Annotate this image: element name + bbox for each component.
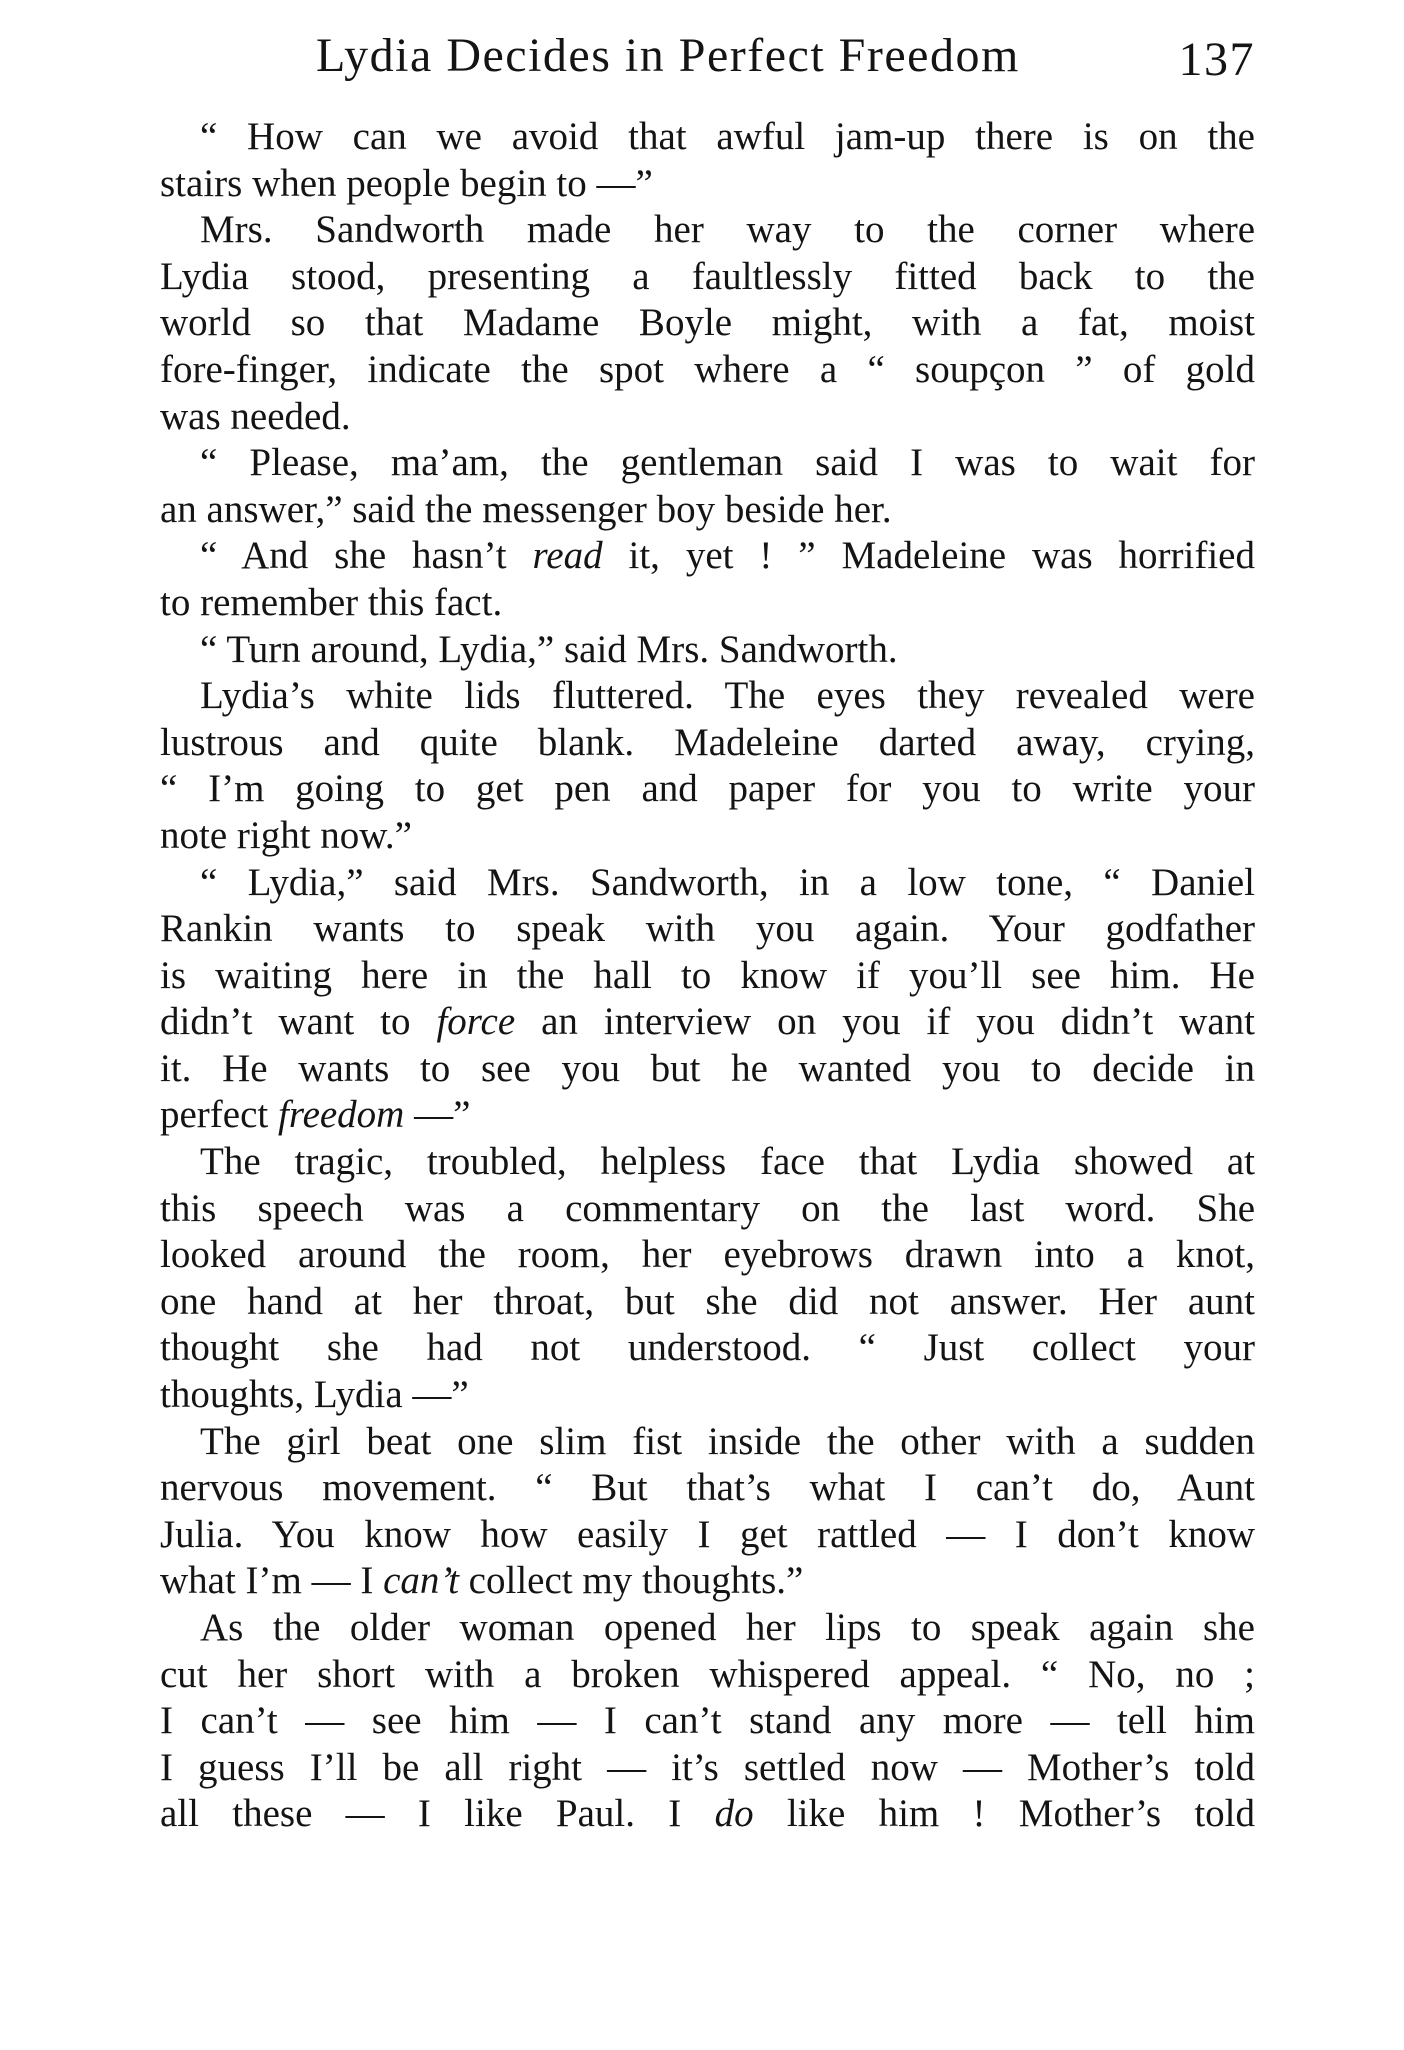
text-line: thoughts, Lydia —” [160,1373,469,1417]
text-line: As the older woman opened her lips to speak again she [200,1606,1255,1649]
text-segment: like him ! Mother’s told [753,1792,1255,1836]
text-segment: what I’m — I [160,1559,384,1603]
text-line: note right now.” [160,813,412,857]
text-line: I can’t — see him — I can’t stand any more — tell him [160,1699,1255,1743]
text-line: Mrs. Sandworth made her way to the corner where [200,208,1255,252]
text-line: looked around the room, her eyebrows drawn into a knot, [160,1233,1255,1277]
text-line: “ Lydia,” said Mrs. Sandworth, in a low tone, “ Daniel [200,860,1255,904]
italic-emphasis: read [532,534,603,578]
text-segment: all these — I like Paul. I [160,1792,715,1836]
italic-emphasis: can’t [383,1559,459,1603]
text-line: is waiting here in the hall to know if you’ll see him. He [160,953,1255,997]
text-line [160,999,1255,1046]
text-segment: didn’t want to [160,1000,437,1044]
text-line: The tragic, troubled, helpless face that Lydia showed at [200,1140,1255,1184]
italic-emphasis: force [436,1000,516,1044]
text-line: was needed. [160,394,351,438]
text-line: Rankin wants to speak with you again. Your godfather [160,907,1255,951]
text-line: one hand at her throat, but she did not answer. Her aunt [160,1279,1255,1323]
text-line: nervous movement. “ But that’s what I can’t do, Aunt [160,1466,1255,1510]
text-line: to remember this fact. [160,580,503,624]
text-line: I guess I’ll be all right — it’s settled now — Mother’s told [160,1745,1255,1789]
text-line: Lydia’s white lids fluttered. The eyes they revealed were [200,674,1255,718]
text-line: world so that Madame Boyle might, with a fat, moist [160,301,1255,345]
text-line: an answer,” said the messenger boy beside her. [160,487,892,531]
text-line: cut her short with a broken whispered appeal. “ No, no ; [160,1652,1255,1696]
text-line: “ I’m going to get pen and paper for you to write your [160,767,1255,811]
body-text [160,114,1255,1838]
text-line: thought she had not understood. “ Just collect your [160,1326,1255,1370]
text-line: lustrous and quite blank. Madeleine darted away, crying, [160,720,1255,764]
text-segment: an interview on you if you didn’t want [515,1000,1255,1044]
page-header [150,18,1255,100]
text-line: “ How can we avoid that awful jam-up there is on the [200,115,1255,158]
page-number: 137 [1178,33,1255,86]
text-line: “ Turn around, Lydia,” said Mrs. Sandworth. [200,627,898,671]
text-line: this speech was a commentary on the last word. She [160,1186,1255,1230]
text-segment: —” [404,1093,471,1137]
text-line: fore-finger, indicate the spot where a “ soupçon ” of gold [160,347,1255,391]
text-segment: collect my thoughts.” [458,1559,804,1603]
text-line: Julia. You know how easily I get rattled — I don’t know [160,1512,1255,1556]
text-line [160,1558,1255,1605]
running-title: Lydia Decides in Perfect Freedom [316,29,1020,82]
text-segment: perfect [160,1093,278,1137]
italic-emphasis: freedom [278,1093,405,1137]
text-line: it. He wants to see you but he wanted you to decide in [160,1046,1255,1090]
text-line: stairs when people begin to —” [160,161,653,205]
text-line [160,533,1255,580]
text-segment: it, yet ! ” Madeleine was horrified [602,534,1255,578]
text-line: Lydia stood, presenting a faultlessly fitted back to the [160,254,1255,298]
text-line: “ Please, ma’am, the gentleman said I was to wait for [200,441,1255,485]
text-segment: “ And she hasn’t [200,534,533,578]
italic-emphasis: do [714,1792,754,1836]
text-line: The girl beat one slim fist inside the other with a sudden [200,1419,1255,1463]
text-line [160,1791,1255,1838]
text-line [160,1092,1255,1139]
book-page [150,18,1255,1898]
